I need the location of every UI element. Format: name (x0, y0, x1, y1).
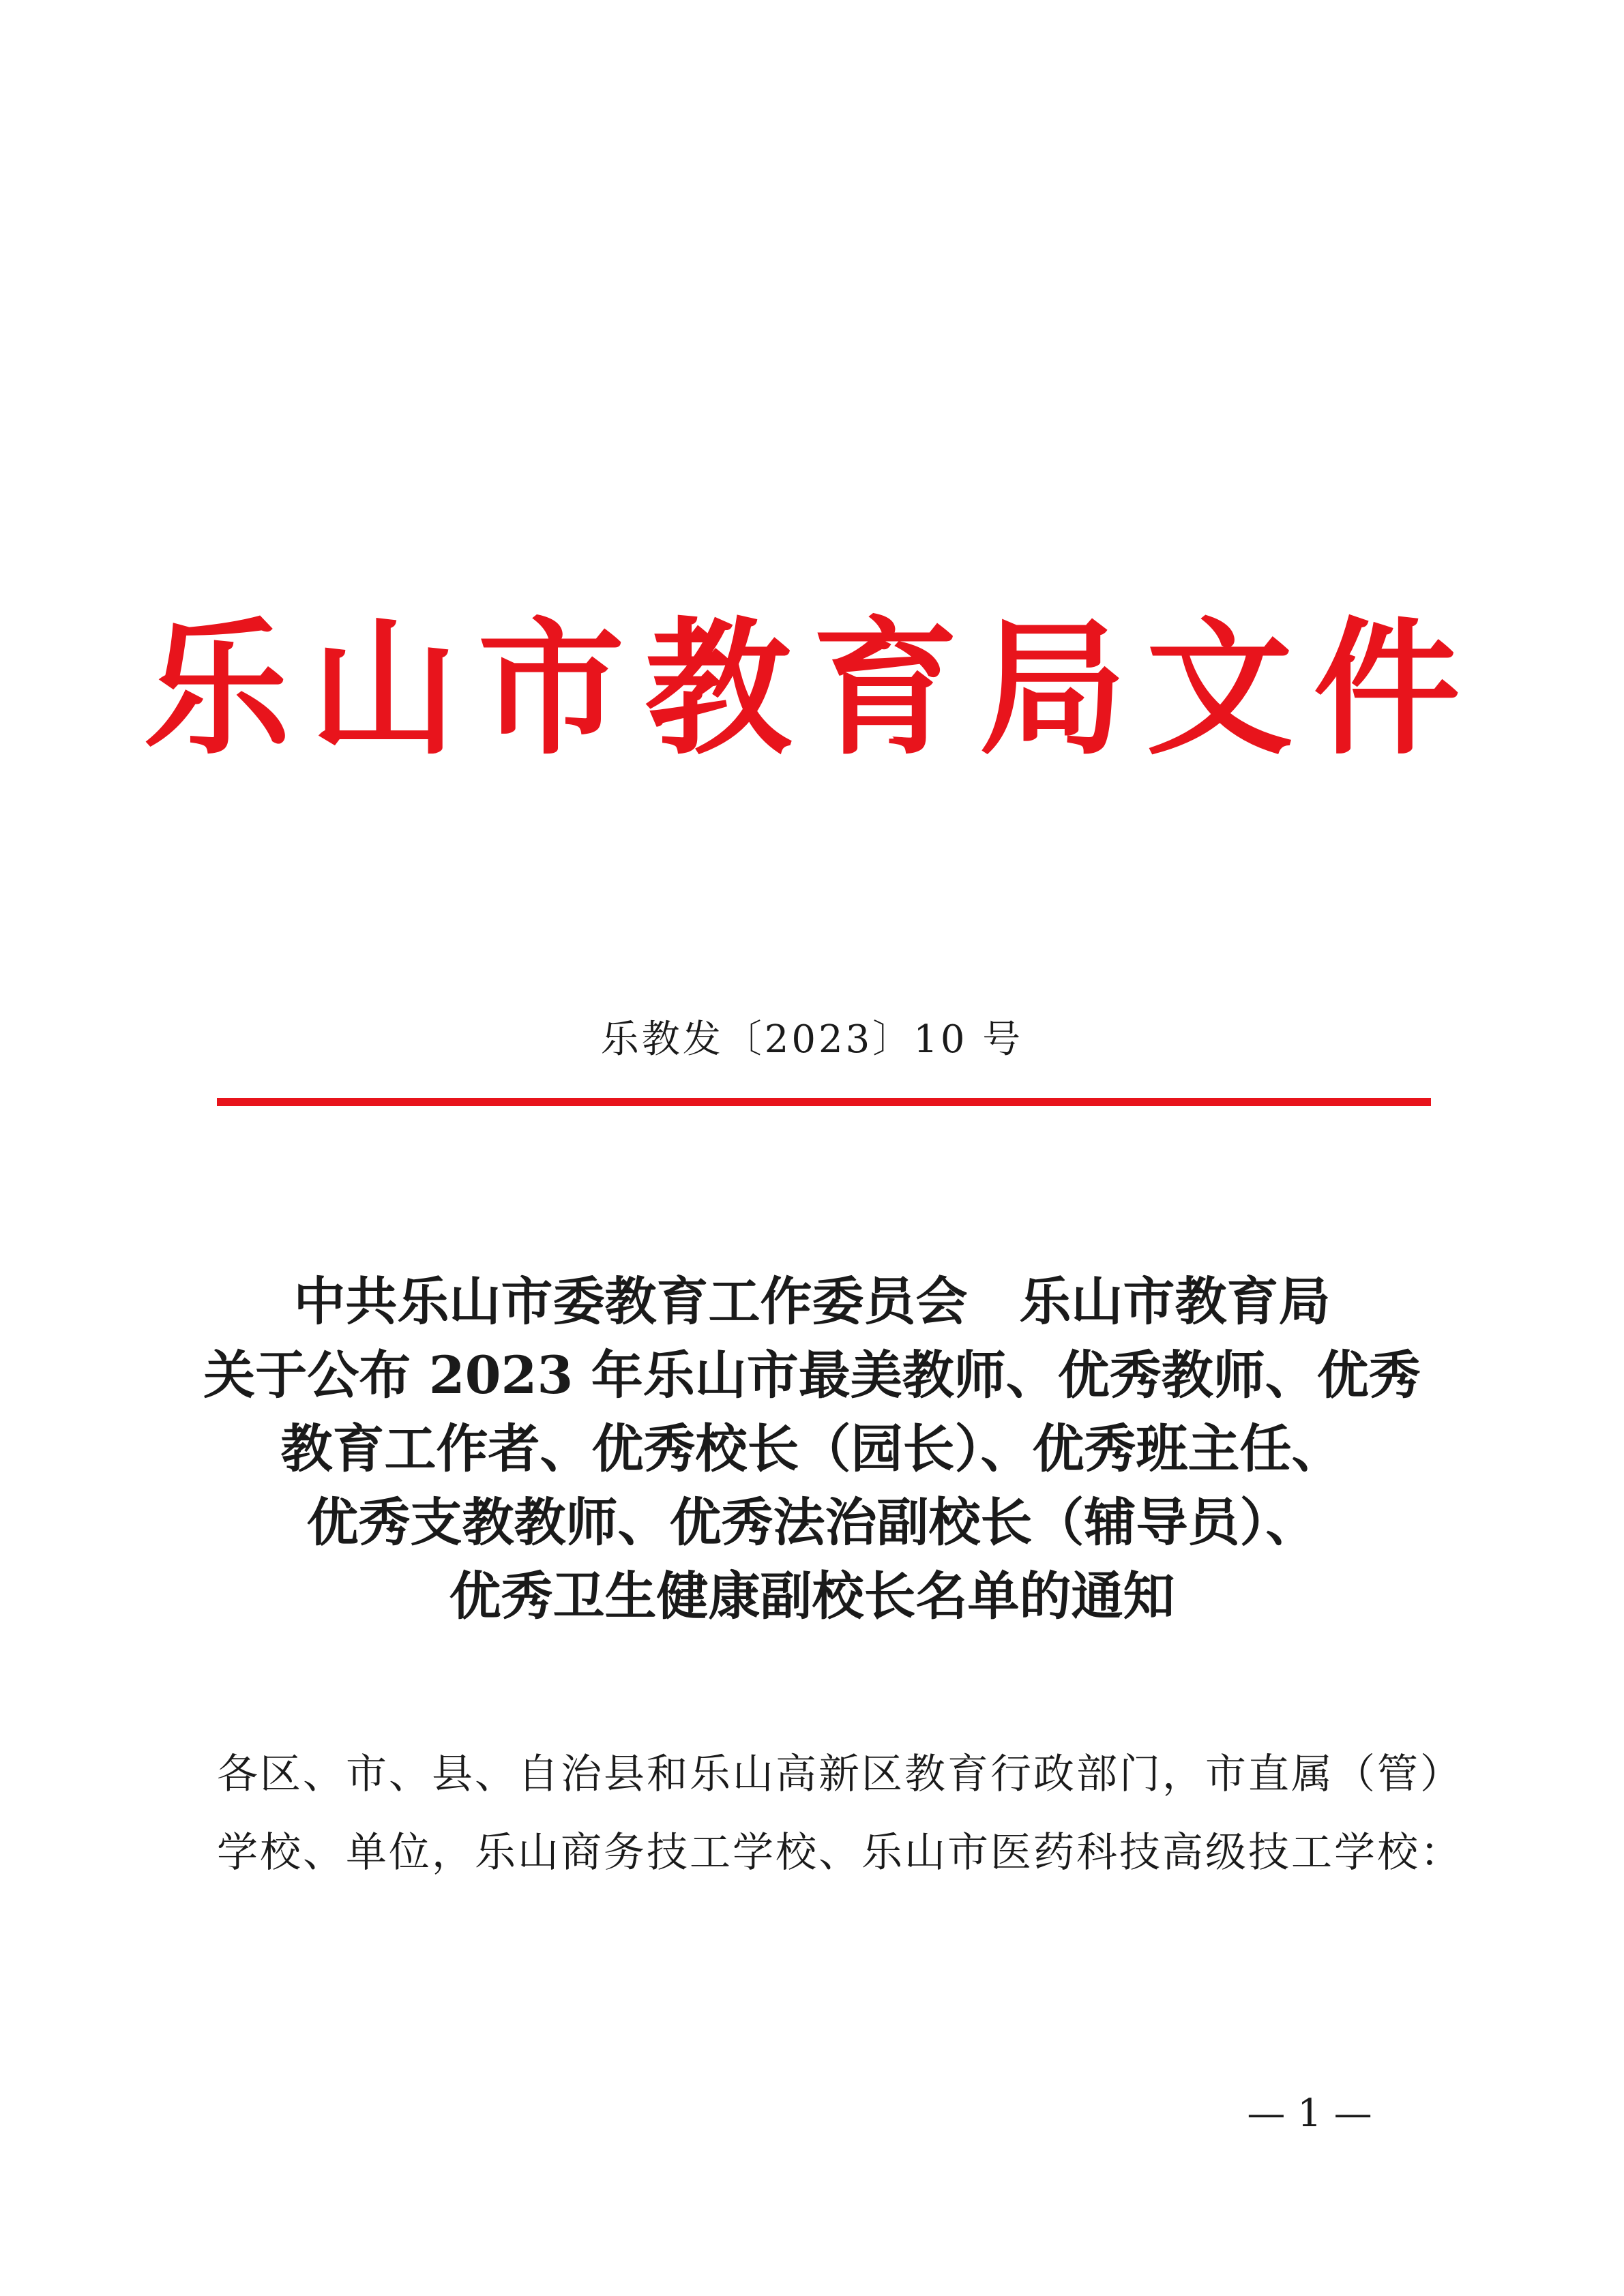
title-line: 教育工作者、优秀校长（园长）、优秀班主任、 (280, 1418, 1344, 1479)
title-line: 关于公布 2023 年乐山市最美教师、优秀教师、优秀 (203, 1345, 1421, 1405)
notice-title (191, 1265, 1433, 1633)
salutation-line: 各区、市、县、自治县和乐山高新区教育行政部门，市直属（管） (217, 1750, 1463, 1798)
title-line: 优秀支教教师、优秀法治副校长（辅导员）、 (306, 1492, 1318, 1553)
title-line: 中共乐山市委教育工作委员会 乐山市教育局 (293, 1271, 1331, 1332)
document-number: 乐教发〔2023〕10 号 (600, 1017, 1024, 1062)
salutation-line: 学校、单位，乐山商务技工学校、乐山市医药科技高级技工学校： (217, 1829, 1463, 1877)
addressee-salutation (217, 1735, 1463, 1892)
page-number: — 1 — (1247, 2091, 1372, 2136)
document-masthead: 乐山市教育局文件 (143, 602, 1481, 775)
title-line: 优秀卫生健康副校长名单的通知 (449, 1566, 1175, 1626)
red-divider-rule (217, 1098, 1431, 1106)
